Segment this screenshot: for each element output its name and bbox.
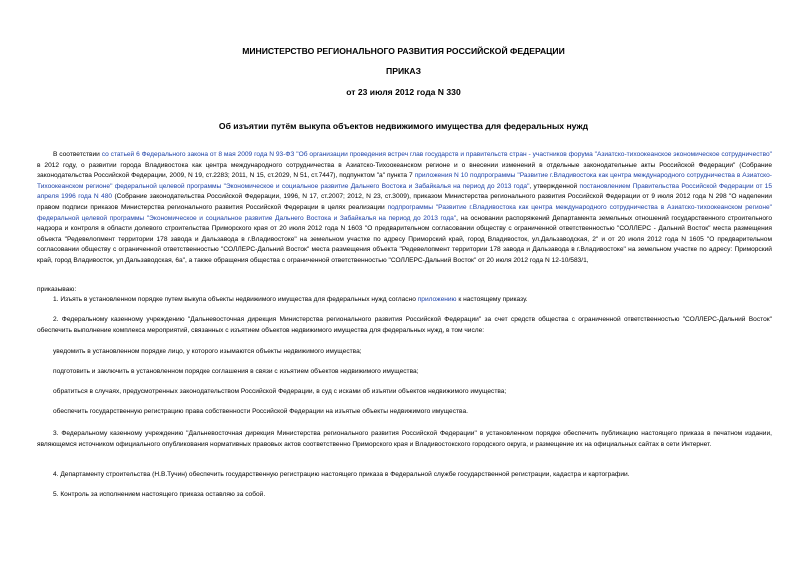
doc-title: Об изъятии путём выкупа объектов недвижимого имущества для федеральных нужд	[218, 121, 589, 131]
preamble-text-2: в 2012 году, о развитии города Владивостока как центра международного сотрудничества в Азиатско-Тихоокеанском регионе и о внесении изменений в отдельные законодательные акты Российской Федерации" (Собрание законодательства Российской Федерации, 2009, N 19, ст.2283; 2011, N 15, ст.2029, N 51, ст.7447), подпунктом "а" пункта 7	[37, 161, 772, 180]
preamble-text-4: (Собрание законодательства Российской Федерации, 1996, N 17, ст.2007; 2012, N 23, ст.3009), приказом Министерства регионального развития Российской Федерации от 9 июля 2012 года N 298 "О наделении правом подписи приказов Министерства регионального развития Российской Федерации в целях реализации	[37, 193, 772, 211]
preamble-text-3: , утвержденной	[529, 182, 580, 190]
item-5: 5. Контроль за исполнением настоящего приказа оставляю за собой.	[53, 491, 266, 498]
appendix-link[interactable]: приложению	[417, 296, 457, 303]
ministry-name: МИНИСТЕРСТВО РЕГИОНАЛЬНОГО РАЗВИТИЯ РОССИЙСКОЙ ФЕДЕРАЦИИ	[242, 46, 565, 56]
subitem-3: обратиться в случаях, предусмотренных законодательством Российской Федерации, в суд с исками об изъятии объектов недвижимого имущества;	[53, 388, 507, 395]
subitem-1: уведомить в установленном порядке лицо, у которого изымаются объекты недвижимого имущества;	[53, 348, 362, 355]
item-1-text-b: к настоящему приказу.	[456, 296, 528, 303]
preamble-text-1: В соответствии	[53, 151, 102, 158]
resolution-480-link[interactable]: постановлением Правительства Российской Федерации от 15 апреля 1996 года N 480	[37, 182, 772, 201]
item-4: 4. Департаменту строительства (Н.В.Тучин) обеспечить государственную регистрацию настоящего приказа в Федеральной службе государственной регистрации, кадастра и картографии.	[53, 471, 630, 478]
item-1	[37, 295, 772, 306]
subitem-4: обеспечить государственную регистрацию права собственности Российской Федерации на изъятые объекты недвижимого имущества.	[53, 408, 468, 415]
appendix-10-link[interactable]: приложения N 10 подпрограммы "Развитие г.Владивостока как центра международного сотрудничества в Азиатско-Тихоокеанском регионе" федеральной целевой программы "Экономическое и социальное развитие Дальнего Востока и Забайкалья на период до 2013 года"	[37, 172, 772, 190]
item-2: 2. Федеральному казенному учреждению "Дальневосточная дирекция Министерства регионального развития Российской Федерации" за счет средств общества с ограниченной ответственностью "СОЛЛЕРС-Дальний Восток" обеспечить выполнение комплекса мероприятий, связанных с изъятием объектов недвижимого имущества для федеральных нужд, в том числе:	[37, 316, 772, 334]
law-93fz-link[interactable]: со статьей 6 Федерального закона от 8 мая 2009 года N 93-ФЗ "Об организации проведения встреч глав государств и правительств стран - участников форума "Азиатско-тихоокеанское экономическое сотрудничество"	[101, 151, 772, 158]
subitem-2: подготовить и заключить в установленном порядке соглашения в связи с изъятием объектов недвижимого имущества;	[53, 368, 419, 375]
doc-date-number: от 23 июля 2012 года N 330	[346, 87, 461, 97]
preamble-text-5: , на основании распоряжений Департамента земельных отношений государственного строительного надзора и контроля в области долевого строительства Приморского края от 20 июля 2012 года N 1603 "О предварительном согласовании обществу с ограниченной ответственностью "СОЛЛЕРС - Дальний Восток" места размещения объекта "Редевелопмент территории 178 завода и Дальзавода в г.Владивостоке" на земельном участке по адресу Приморский край, город Владивосток, ул.Дальзаводская, 2" и от 20 июля 2012 года N 1605 "О предварительном согласовании обществу с ограниченной ответственностью "СОЛЛЕРС-Дальний Восток" места размещения объекта "Редевелопмент территории 178 завода и Дальзавода в г.Владивостоке" на земельном участке по адресу: Приморский край, город Владивосток, ул.Дальзаводская, 6а", а также обращения общества с ограниченной ответственностью "СОЛЛЕРС-Дальний Восток" от 20 июля 2012 года N 12-10/583/1,	[37, 214, 772, 264]
item-3: 3. Федеральному казенному учреждению "Дальневосточная дирекция Министерства регионального развития Российской Федерации" в установленном порядке обеспечить публикацию настоящего приказа в печатном издании, являющемся источником официального опубликования нормативных правовых актов соответственно Приморского края и Владивостокского городского округа, и размещение их на официальных сайтах в сети Интернет.	[37, 430, 772, 448]
order-word: приказываю:	[37, 286, 77, 293]
preamble-paragraph	[37, 150, 772, 267]
item-1-text-a: 1. Изъять в установленном порядке путем выкупа объекты недвижимого имущества для федеральных нужд согласно	[53, 296, 418, 303]
subprogram-link[interactable]: подпрограммы "Развитие г.Владивостока как центра международного сотрудничества в Азиатско-тихоокеанском регионе" федеральной целевой программы "Экономическое и социальное развитие Дальнего Востока и Забайкалья на период до 2013 года"	[37, 203, 772, 222]
doc-type: ПРИКАЗ	[386, 66, 421, 76]
